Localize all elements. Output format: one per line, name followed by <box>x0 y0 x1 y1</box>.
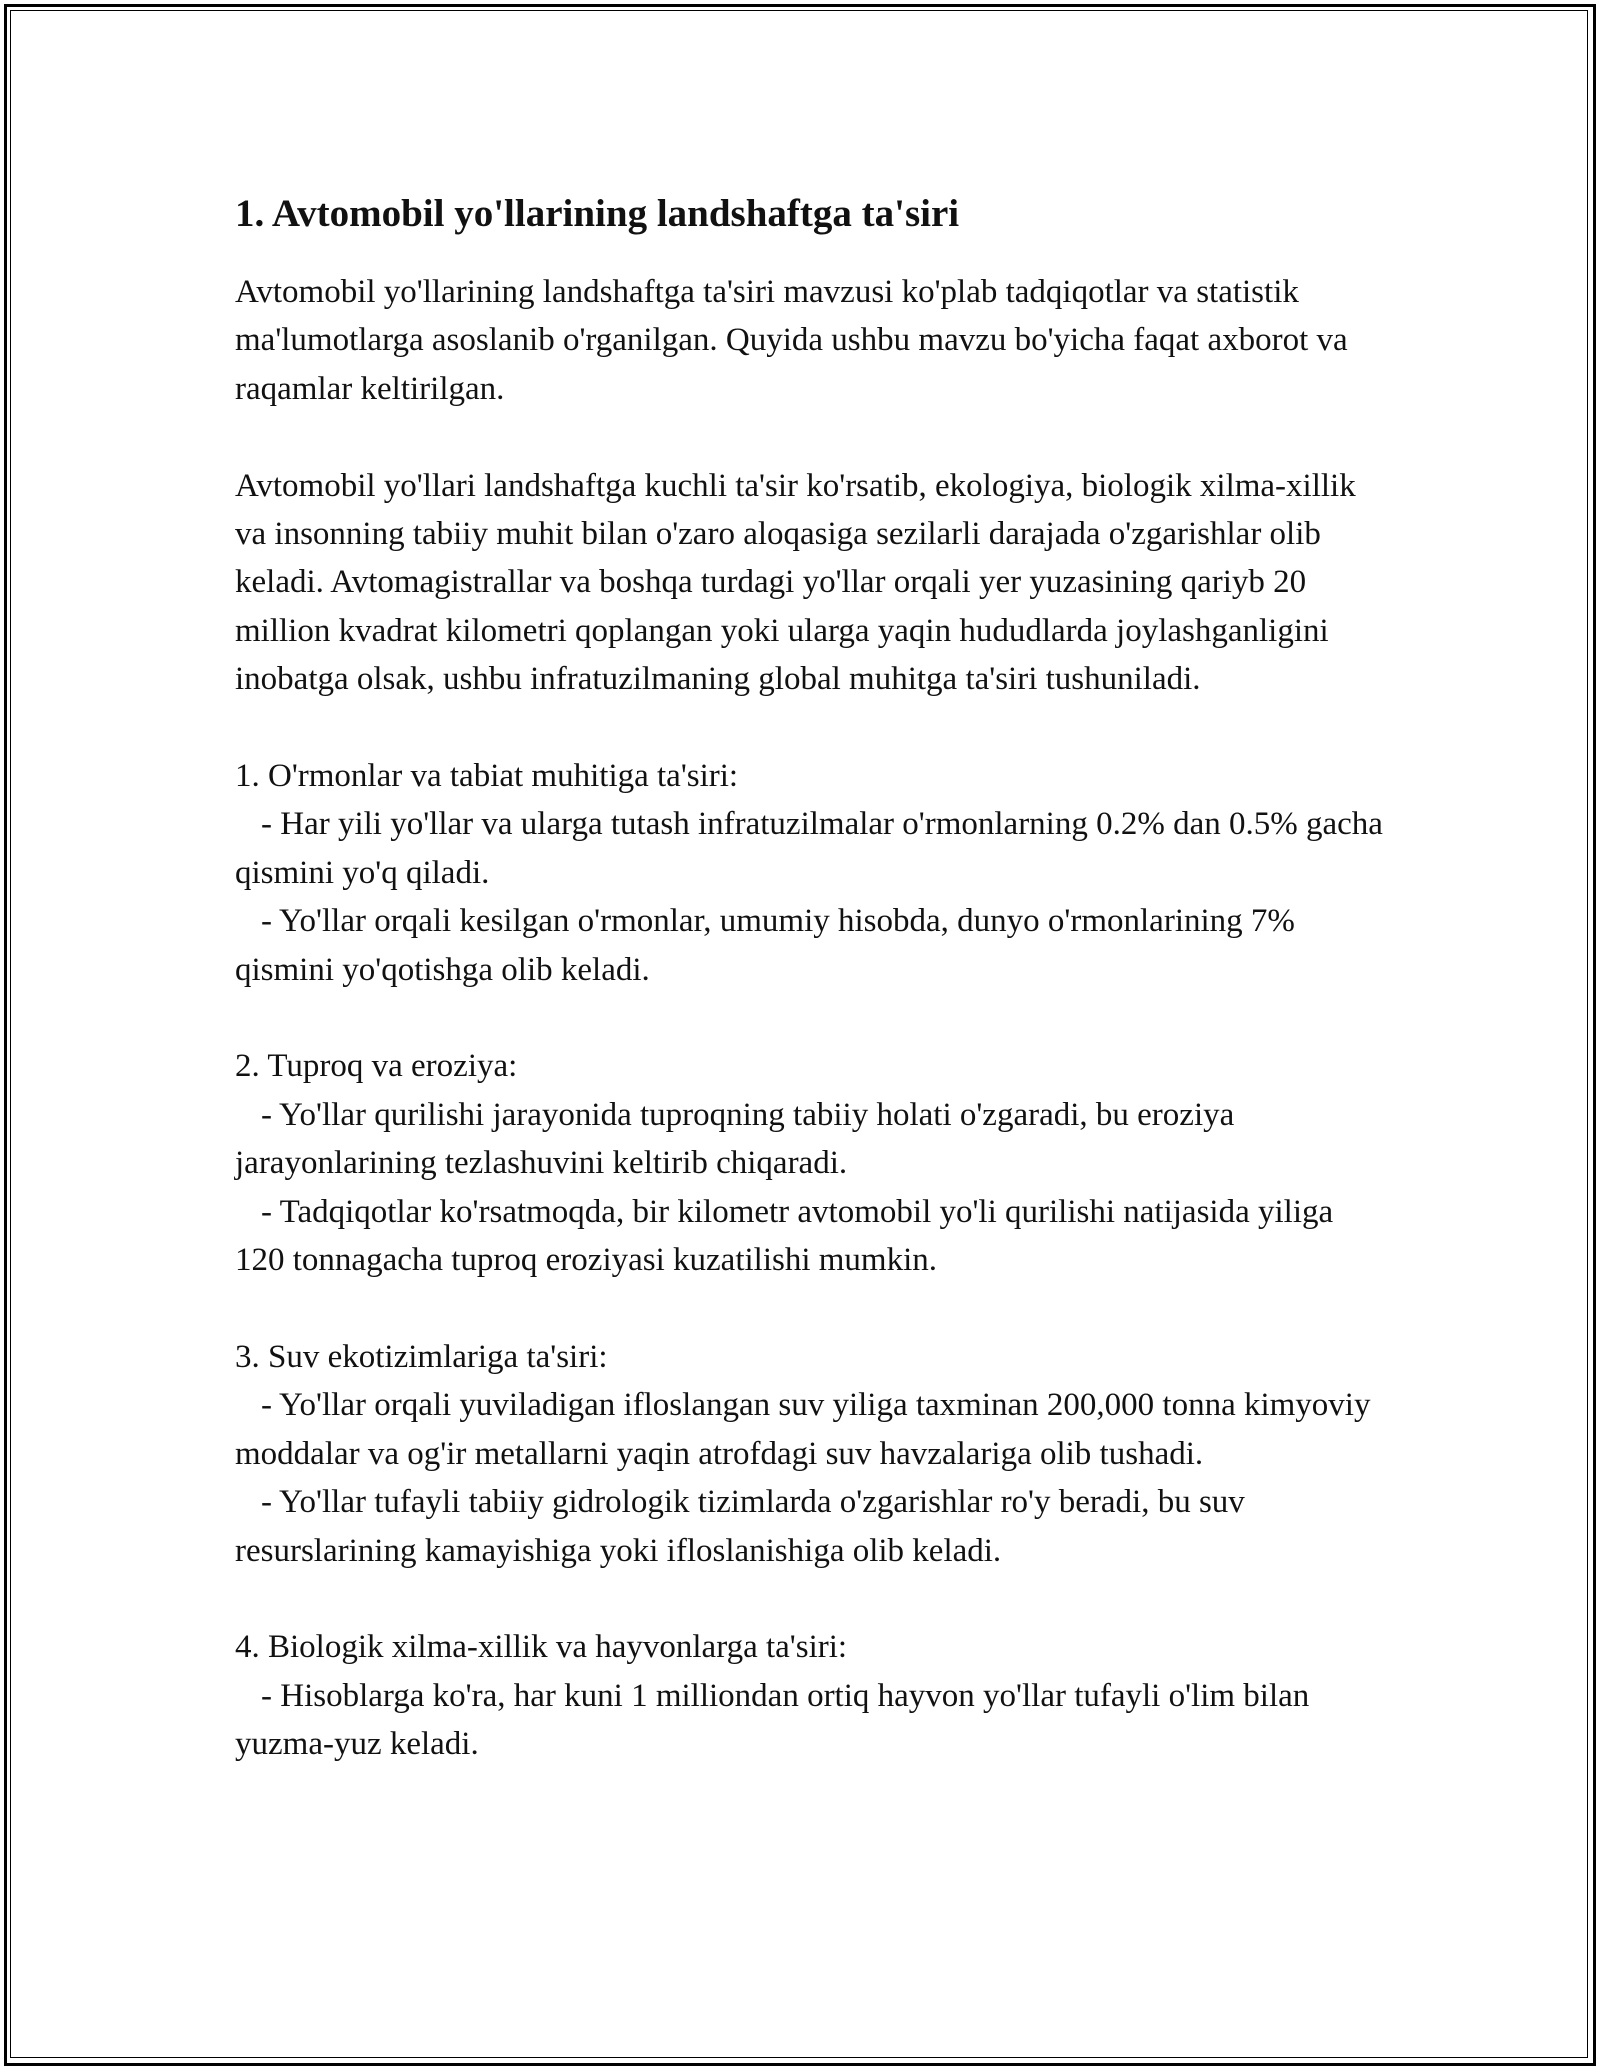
section-forests <box>235 752 1385 994</box>
section-soil-erosion <box>235 1042 1385 1284</box>
section-heading: 2. Tuproq va eroziya: <box>235 1048 518 1085</box>
section-bullet: - Tadqiqotlar ko'rsatmoqda, bir kilometr avtomobil yo'li qurilishi natijasida yiliga 120 tonnagacha tuproq eroziyasi kuzatilishi mumkin. <box>235 1193 1334 1279</box>
section-heading: 1. O'rmonlar va tabiat muhitiga ta'siri: <box>235 758 739 795</box>
document-body <box>235 186 1385 1769</box>
section-bullet: - Yo'llar orqali kesilgan o'rmonlar, umumiy hisobda, dunyo o'rmonlarining 7% qismini yo'qotishga olib keladi. <box>235 903 1295 988</box>
section-bullet: - Yo'llar orqali yuviladigan ifloslangan suv yiliga taxminan 200,000 tonna kimyoviy moddalar va og'ir metallarni yaqin atrofdagi suv havzalariga olib tushadi. <box>235 1387 1371 1472</box>
paragraph-gap <box>235 1284 1385 1332</box>
paragraph-gap <box>235 704 1385 752</box>
overview-paragraph: Avtomobil yo'llari landshaftga kuchli ta'sir ko'rsatib, ekologiya, biologik xilma-xillik va insonning tabiiy muhit bilan o'zaro aloqasiga sezilarli darajada o'zgarishlar olib keladi. Avtomagistrallar va boshqa turdagi yo'llar orqali yer yuzasining qariyb 20 million kvadrat kilometri qoplangan yoki ularga yaqin hududlarda joylashganligini inobatga olsak, ushbu infratuzilmaning global muhitga ta'siri tushuniladi. <box>235 467 1356 698</box>
paragraph-gap <box>235 994 1385 1042</box>
section-heading: 3. Suv ekotizimlariga ta'siri: <box>235 1338 608 1375</box>
section-bullet: - Hisoblarga ko'ra, har kuni 1 milliondan ortiq hayvon yo'llar tufayli o'lim bilan yuzma-yuz keladi. <box>235 1677 1310 1763</box>
section-water-ecosystems <box>235 1333 1385 1575</box>
paragraph-gap <box>235 413 1385 461</box>
document-title: 1. Avtomobil yo'llarining landshaftga ta'siri <box>235 192 960 235</box>
intro-paragraph: Avtomobil yo'llarining landshaftga ta'siri mavzusi ko'plab tadqiqotlar va statistik ma'lumotlarga asoslanib o'rganilgan. Quyida ushbu mavzu bo'yicha faqat axborot va raqamlar keltirilgan. <box>235 274 1348 407</box>
section-bullet: - Har yili yo'llar va ularga tutash infratuzilmalar o'rmonlarning 0.2% dan 0.5% gacha qismini yo'q qiladi. <box>235 806 1383 891</box>
paragraph-gap <box>235 1575 1385 1623</box>
section-bullet: - Yo'llar qurilishi jarayonida tuproqning tabiiy holati o'zgaradi, bu eroziya jarayonlarining tezlashuvini keltirib chiqaradi. <box>235 1096 1235 1182</box>
section-heading: 4. Biologik xilma-xillik va hayvonlarga ta'siri: <box>235 1629 848 1666</box>
section-biodiversity <box>235 1623 1385 1768</box>
section-bullet: - Yo'llar tufayli tabiiy gidrologik tizimlarda o'zgarishlar ro'y beradi, bu suv resurslarining kamayishiga yoki ifloslanishiga olib keladi. <box>235 1484 1245 1569</box>
